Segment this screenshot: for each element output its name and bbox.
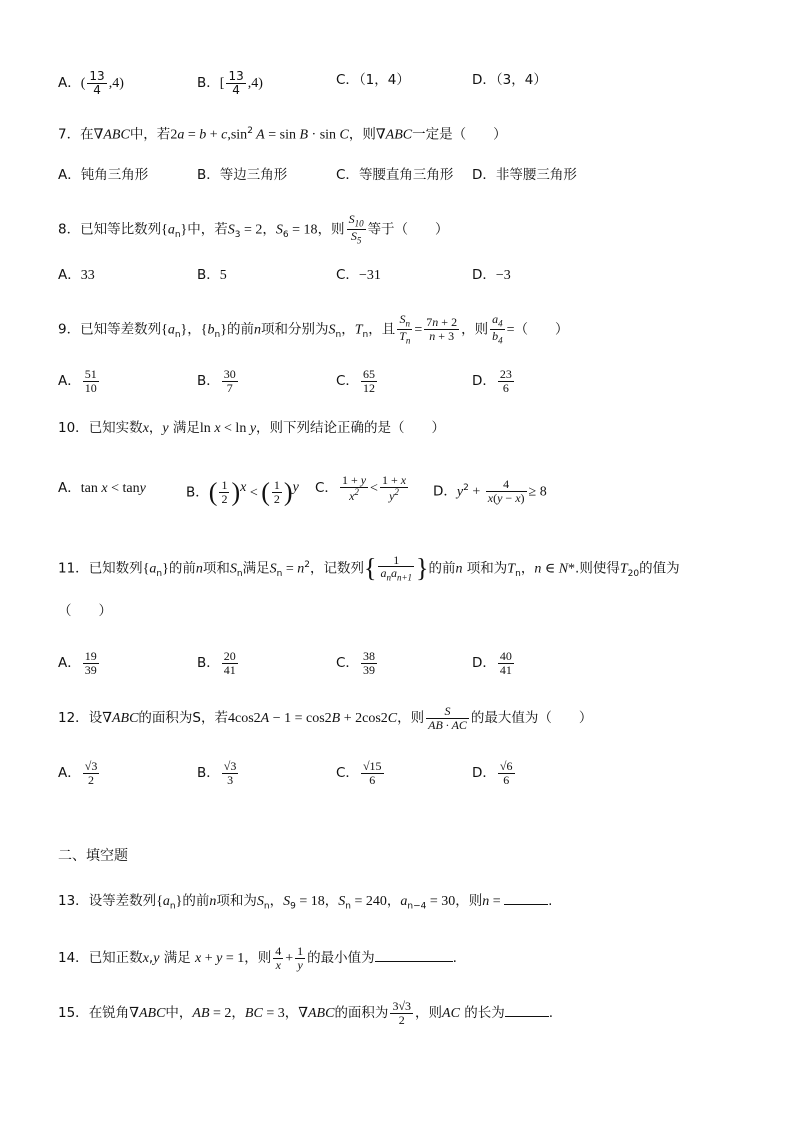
q6-option-d xyxy=(472,70,547,90)
q8-option-d: D．−3 xyxy=(472,267,511,283)
question-number: 14． xyxy=(58,950,89,967)
question-7: 7．在∇ABC中，若$2a = b + c,\sin^2$ A = sin B · sin C，则∇ABC一定是（ ） xyxy=(58,126,507,143)
option-text: （3，4） xyxy=(495,72,547,88)
question-11: 11．已知数列$\{a_n\}$的前n项和$S_n$满足$S_n = n^2$，记数列{ $\frac{1}{a_na_{n+1}}$ }的前n 项和为$T_n$，n ∈ N*.则使得$T_{20}$的值为 xyxy=(58,552,680,583)
option-label: C． xyxy=(336,72,359,88)
q7-option-c: C．等腰直角三角形 xyxy=(336,167,454,183)
question-10: 10．已知实数x，y 满足ln x < ln y，则下列结论正确的是（ ） xyxy=(58,420,446,436)
q9-option-b: B． $\frac{30}{7}$ xyxy=(197,367,236,395)
q9-option-a: A． $\frac{51}{10}$ xyxy=(58,367,97,395)
q8-option-b: B．5 xyxy=(197,267,227,283)
question-number: 7． xyxy=(58,126,81,143)
q9-option-d: D． $\frac{23}{6}$ xyxy=(472,367,512,395)
q10-option-a: A．tan x < tany xyxy=(58,480,146,496)
question-14: 14．已知正数x,y 满足 x + y = 1，则 $\frac{4}{x}$ + $\frac{1}{y}$ 的最小值为 . xyxy=(58,944,457,972)
question-9: 9．已知等差数列$\{a_n\}$，$\{b_n\}$的前n项和分别为$S_n$，$T_n$，且 $\frac{S_n}{T_n}$ = $\frac{7n + 2}{n + 3}$ ，则 $\frac{a_4}{b_4}$ =（ ） xyxy=(58,312,569,346)
q8-option-c: C．−31 xyxy=(336,267,381,283)
q9-option-c: C． $\frac{65}{12}$ xyxy=(336,367,375,395)
question-number: 12． xyxy=(58,710,89,727)
q11-option-d: D． $\frac{40}{41}$ xyxy=(472,649,512,677)
q11-option-b: B． $\frac{20}{41}$ xyxy=(197,649,236,677)
option-label: D． xyxy=(472,72,496,88)
question-number: 9． xyxy=(58,321,81,338)
q10-option-d: D．$y^2$ + $\frac{4}{x(y - x)}$ ≥ 8 xyxy=(433,477,547,505)
question-number: 10． xyxy=(58,420,89,436)
q6-option-a: A．( $\frac{13}{4}$ ,4) xyxy=(58,69,124,97)
question-11-continued xyxy=(58,601,112,621)
section-title: 二、填空题 xyxy=(58,848,128,864)
question-number: 11． xyxy=(58,560,89,577)
q7-option-b: B．等边三角形 xyxy=(197,167,288,183)
answer-blank[interactable] xyxy=(504,890,548,905)
q12-option-c: C． $\frac{√15}{6}$ xyxy=(336,759,382,787)
q11-option-c: C． $\frac{38}{39}$ xyxy=(336,649,375,677)
answer-brackets: （ ） xyxy=(58,603,112,619)
question-number: 8． xyxy=(58,221,81,238)
q8-option-a: A．33 xyxy=(58,267,95,283)
question-15: 15．在锐角∇ABC中，AB = 2，BC = 3，∇ABC的面积为 $\frac{3√3}{2}$ ，则AC 的长为 . xyxy=(58,999,554,1027)
question-number: 13． xyxy=(58,893,89,909)
question-12: 12．设∇ABC的面积为S，若4cos2A − 1 = cos2B + 2cos2C，则 $\frac{S}{AB \cdot AC}$ 的最大值为（ ） xyxy=(58,704,593,732)
q10-option-c: C． $\frac{1 + y}{x^2}$ < $\frac{1 + x}{y^2}$ xyxy=(315,472,407,503)
question-number: 15． xyxy=(58,1005,89,1022)
option-label: B． xyxy=(197,75,220,92)
q12-option-b: B． $\frac{√3}{3}$ xyxy=(197,759,237,787)
question-8: 8．已知等比数列$\{a_n\}$中，若$S_3 = 2$，$S_6 = 18$，则 $\frac{S_{10}}{S_5}$ 等于（ ） xyxy=(58,212,449,246)
q10-option-b: B．( $\frac{1}{2}$ )$^x$ < ( $\frac{1}{2}$ )$^y$ xyxy=(186,477,299,507)
q6-option-c xyxy=(336,70,410,90)
q7-option-d: D．非等腰三角形 xyxy=(472,167,577,183)
option-text: （1，4） xyxy=(358,72,410,88)
answer-blank[interactable] xyxy=(375,947,453,962)
q12-option-a: A． $\frac{√3}{2}$ xyxy=(58,759,98,787)
answer-blank[interactable] xyxy=(505,1002,549,1017)
q12-option-d: D． $\frac{√6}{6}$ xyxy=(472,759,513,787)
q6-option-b: B．[ $\frac{13}{4}$ ,4) xyxy=(197,69,263,97)
q7-option-a: A．钝角三角形 xyxy=(58,167,149,183)
q11-option-a: A． $\frac{19}{39}$ xyxy=(58,649,97,677)
option-label: A． xyxy=(58,75,81,92)
question-13: 13．设等差数列$\{a_n\}$的前n项和为$S_n$，$S_9 = 18$，$S_n = 240$，$a_{n-4} = 30$，则n = . xyxy=(58,890,552,917)
